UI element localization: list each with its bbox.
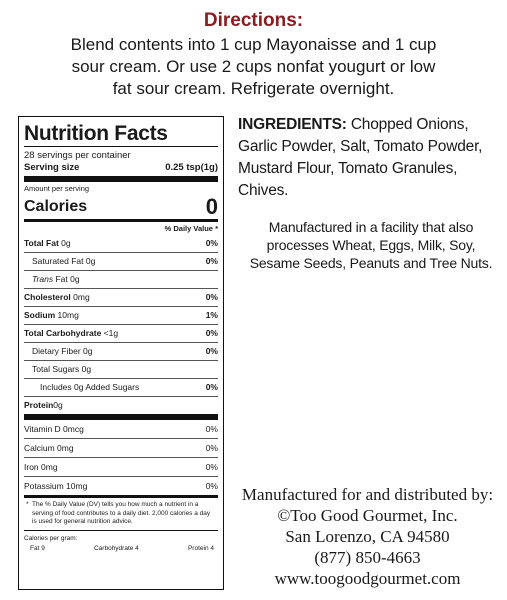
nutrient-row-trans-fat <box>24 270 218 288</box>
cpg-fat: Fat 9 <box>30 544 45 552</box>
directions-line: Blend contents into 1 cup Mayonaisse and 1 cup <box>70 35 437 54</box>
nutrient-label: Includes 0g Added Sugars <box>40 382 140 392</box>
vitamin-row-vitamin-d <box>24 420 218 438</box>
nutrient-label: Dietary Fiber 0g <box>32 346 93 356</box>
vitamin-row-potassium <box>24 476 218 495</box>
nutrient-label: Sodium <box>24 310 56 320</box>
nutrient-label: Total Fat <box>24 238 59 248</box>
vitamin-label: Potassium 10mg <box>24 480 88 491</box>
directions-title: Directions: <box>203 10 304 31</box>
amount-per-serving: Amount per serving <box>24 184 90 193</box>
distributor-info <box>228 484 507 589</box>
nutrient-amount: <1g <box>103 328 119 338</box>
nutrient-amount: 0g <box>53 400 63 410</box>
vitamin-dv: 0% <box>205 442 218 453</box>
directions-text <box>0 34 507 100</box>
nutrient-row-total-carbohydrate <box>24 324 218 342</box>
nutrition-title: Nutrition Facts <box>24 122 168 145</box>
nutrient-label: Saturated Fat 0g <box>32 256 96 266</box>
vitamin-label: Iron 0mg <box>24 461 58 472</box>
company-name: ©Too Good Gourmet, Inc. <box>277 506 458 525</box>
company-phone: (877) 850-4663 <box>314 548 421 567</box>
allergen-statement: Manufactured in a facility that also processes Wheat, Eggs, Milk, Soy, Sesame Seeds, Peanuts and Tree Nuts. <box>249 219 493 271</box>
nutrient-amount: 0mg <box>73 292 90 302</box>
serving-size-label: Serving size <box>24 162 80 173</box>
nutrient-dv: 0% <box>205 292 218 302</box>
nutrient-row-added-sugars <box>24 378 218 396</box>
nutrient-dv: 0% <box>205 346 218 356</box>
nutrient-row-sodium <box>24 306 218 324</box>
nutrition-facts-panel <box>18 116 224 590</box>
nutrient-label: Total Sugars 0g <box>32 364 92 374</box>
calories-per-gram-label: Calories per gram: <box>24 534 78 542</box>
nutrient-amount: 0g <box>61 238 71 248</box>
calories-row <box>24 193 218 219</box>
servings-per-container: 28 servings per container <box>24 150 131 161</box>
vitamin-label: Calcium 0mg <box>24 442 74 453</box>
calories-label: Calories <box>24 197 88 215</box>
daily-value-footnote <box>24 501 218 527</box>
nutrient-dv: 0% <box>205 256 218 266</box>
distributor-line: Manufactured for and distributed by: <box>241 485 494 504</box>
nutrient-dv: 1% <box>205 310 218 320</box>
ingredients-text: Chopped Onions, Garlic Powder, Salt, Tomato Powder, Mustard Flour, Tomato Granules, Chives. <box>238 116 483 199</box>
cpg-carbohydrate: Carbohydrate 4 <box>93 544 139 552</box>
directions-line: fat sour cream. Refrigerate overnight. <box>112 79 395 98</box>
nutrient-label: Cholesterol <box>24 292 71 302</box>
nutrient-row-saturated-fat <box>24 252 218 270</box>
serving-size-row <box>24 162 218 176</box>
calories-per-gram-row <box>24 543 218 554</box>
daily-value-header: % Daily Value * <box>164 224 218 233</box>
nutrient-dv: 0% <box>205 382 218 392</box>
vitamin-label: Vitamin D 0mcg <box>24 423 84 434</box>
serving-size-value: 0.25 tsp(1g) <box>165 162 218 173</box>
vitamin-row-iron <box>24 457 218 476</box>
vitamin-dv: 0% <box>205 423 218 434</box>
company-website: www.toogoodgourmet.com <box>274 569 461 588</box>
nutrient-label: Protein <box>24 400 54 410</box>
nutrient-label: Total Carbohydrate <box>24 328 102 338</box>
footnote-asterisk: * <box>26 501 29 508</box>
vitamin-dv: 0% <box>205 461 218 472</box>
footnote-text: The % Daily Value (DV) tells you how much a nutrient in a serving of food contributes to a daily diet. 2,000 calories a day is used for general nutrition advice. <box>32 501 211 525</box>
cpg-protein: Protein 4 <box>187 544 214 552</box>
company-address: San Lorenzo, CA 94580 <box>285 527 450 546</box>
nutrient-row-protein <box>24 396 218 414</box>
nutrient-row-dietary-fiber <box>24 342 218 360</box>
directions-section <box>0 10 507 100</box>
ingredients-section <box>238 114 500 202</box>
directions-line: sour cream. Or use 2 cups nonfat yougurt or low <box>71 57 436 76</box>
nutrient-row-total-fat <box>24 235 218 252</box>
vitamin-row-calcium <box>24 438 218 457</box>
nutrient-label: Trans <box>32 274 54 284</box>
nutrient-amount: Fat 0g <box>55 274 80 284</box>
nutrient-dv: 0% <box>205 328 218 338</box>
nutrient-row-cholesterol <box>24 288 218 306</box>
vitamin-dv: 0% <box>205 480 218 491</box>
nutrient-dv: 0% <box>205 238 218 248</box>
nutrient-amount: 10mg <box>57 310 79 320</box>
calories-value: 0 <box>205 193 218 219</box>
nutrient-row-total-sugars <box>24 360 218 378</box>
ingredients-label: INGREDIENTS: <box>238 116 347 133</box>
